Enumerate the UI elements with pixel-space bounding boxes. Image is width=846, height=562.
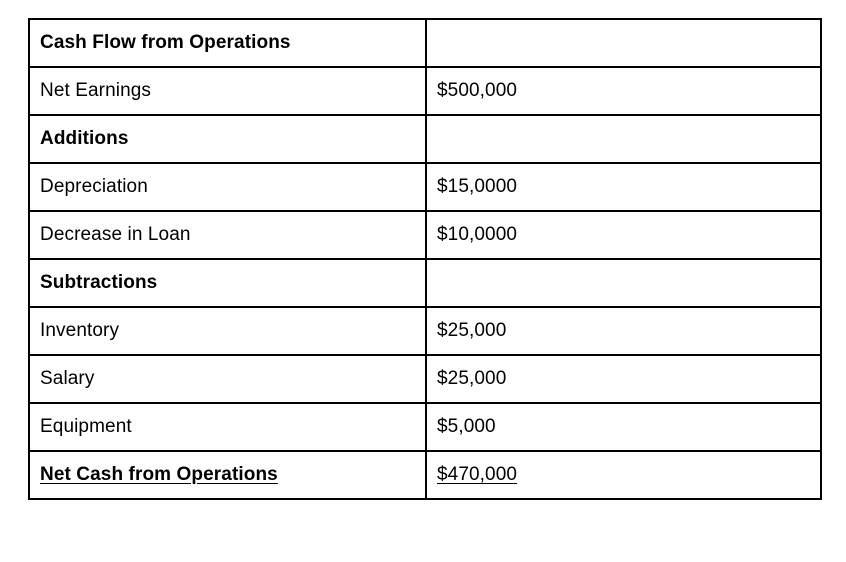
row-value-cell (426, 19, 821, 67)
row-label-cell (29, 67, 426, 115)
cash-flow-table (28, 18, 822, 500)
table-row (29, 307, 821, 355)
row-value-cell (426, 259, 821, 307)
row-label-text: Cash Flow from Operations (40, 32, 291, 54)
row-value-text: $5,000 (437, 416, 496, 438)
table-row (29, 259, 821, 307)
row-label-cell (29, 403, 426, 451)
table-row (29, 211, 821, 259)
table-row (29, 163, 821, 211)
table-row (29, 451, 821, 499)
row-value-text: $500,000 (437, 80, 518, 102)
row-label-cell (29, 115, 426, 163)
row-value-cell (426, 307, 821, 355)
row-label-text: Net Cash from Operations (40, 464, 278, 486)
row-label-cell (29, 163, 426, 211)
row-value-cell (426, 403, 821, 451)
row-value-cell (426, 67, 821, 115)
table-row (29, 355, 821, 403)
table-row (29, 67, 821, 115)
row-value-text: $10,0000 (437, 224, 518, 246)
row-value-text: $25,000 (437, 320, 507, 342)
table-row (29, 19, 821, 67)
table-body (29, 19, 821, 499)
row-label-text: Subtractions (40, 272, 158, 294)
row-value-cell (426, 163, 821, 211)
row-value-text: $25,000 (437, 368, 507, 390)
row-label-cell (29, 19, 426, 67)
row-value-cell (426, 115, 821, 163)
row-label-cell (29, 355, 426, 403)
row-label-text: Net Earnings (40, 80, 152, 102)
row-value-cell (426, 211, 821, 259)
row-value-cell (426, 451, 821, 499)
row-label-cell (29, 211, 426, 259)
row-value-text: $15,0000 (437, 176, 518, 198)
table-row (29, 115, 821, 163)
row-label-cell (29, 307, 426, 355)
row-label-text: Inventory (40, 320, 120, 342)
row-label-cell (29, 451, 426, 499)
row-label-text: Salary (40, 368, 95, 390)
table-row (29, 403, 821, 451)
row-label-cell (29, 259, 426, 307)
row-label-text: Decrease in Loan (40, 224, 191, 246)
row-label-text: Additions (40, 128, 129, 150)
row-label-text: Depreciation (40, 176, 148, 198)
row-label-text: Equipment (40, 416, 132, 438)
row-value-text: $470,000 (437, 464, 518, 486)
row-value-cell (426, 355, 821, 403)
